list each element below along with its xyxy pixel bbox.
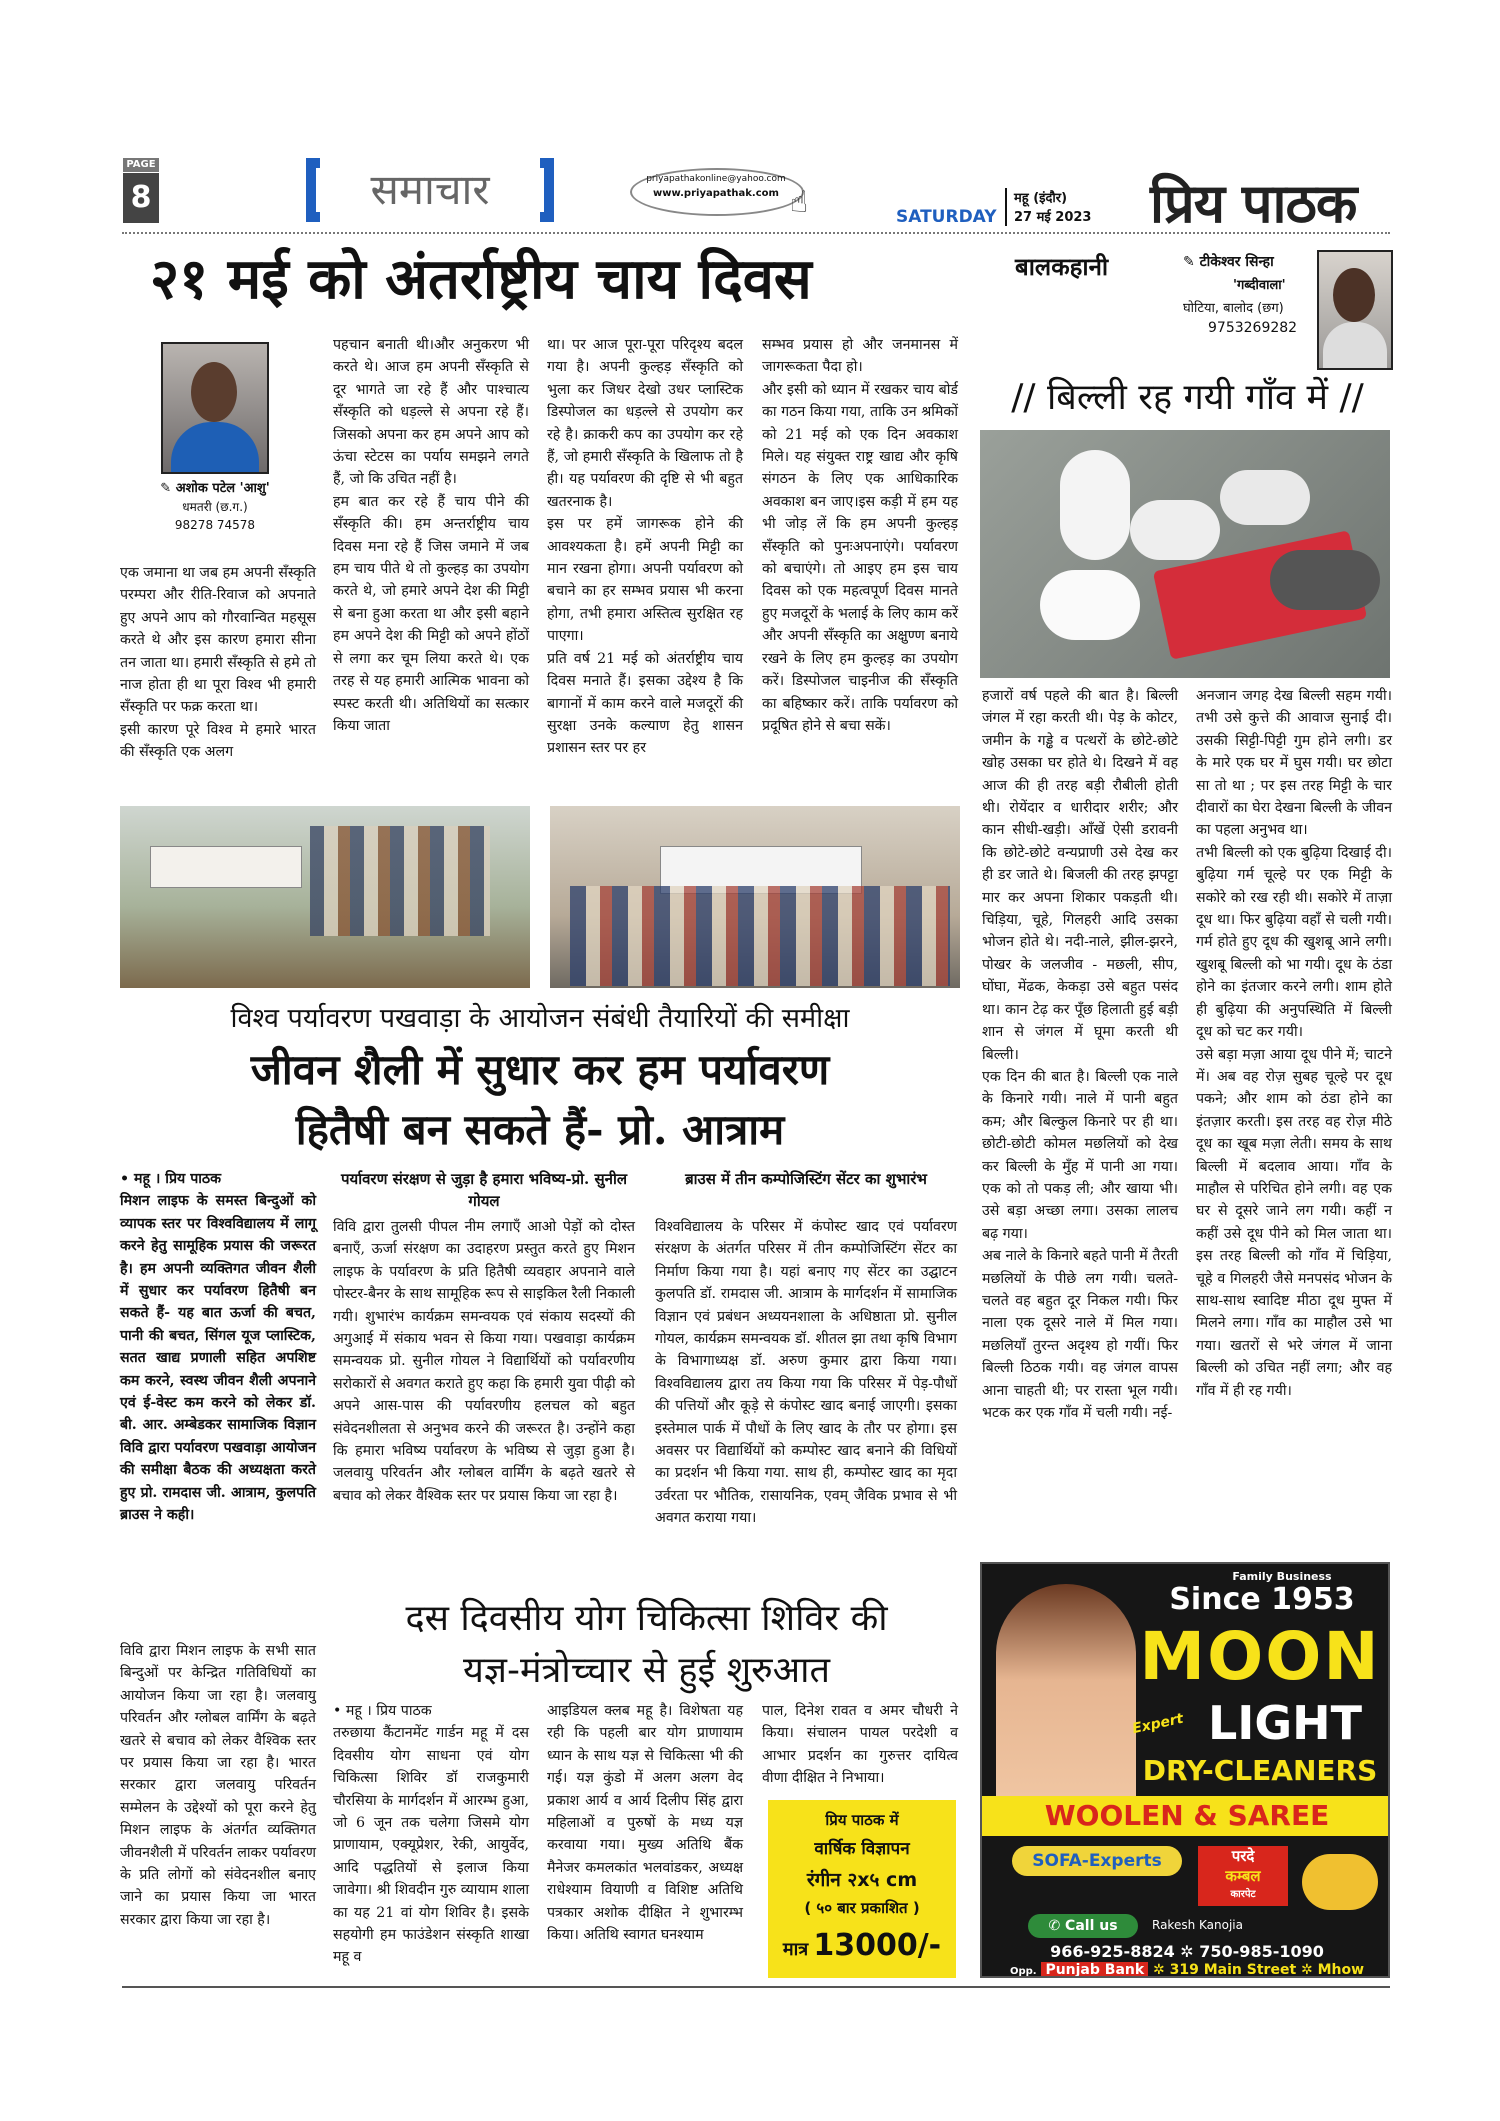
scooter-icon	[1302, 1854, 1378, 1910]
place-label: महू (इंदौर)	[1014, 191, 1068, 206]
ad-rates-prefix: मात्र	[782, 1939, 809, 1960]
ad-parde-badge	[1198, 1846, 1288, 1906]
ad-rates-price: 13000/-	[813, 1928, 942, 1963]
website-text[interactable]: www.priyapathak.com	[653, 188, 779, 199]
yoga-col-1: • महू । प्रिय पाठक तरुछाया कैंटानमेंट गार्डन महू में दस दिवसीय योग साधना एवं योग चिकित्सा शिविर डॉ राजकुमारी चौरसिया के मार्गदर्शन में आरम्भ हुआ, जो 6 जून तक चलेगा जिसमे योग प्राणायाम, एक्यूप्रेशर, रेकी, आयुर्वेद, आदि पद्धतियों से इलाज किया जावेगा। श्री शिवदीन गुरु व्यायाम शाला का यह 21 वां योग शिविर है। इसके सहयोगी हम फाउंडेशन संस्कृति शाखा महू व	[333, 1703, 529, 1966]
page-label: PAGE	[123, 158, 159, 172]
tea-col-4: सम्भव प्रयास हो और जनमानस में जागरूकता पैदा हो। और इसी को ध्यान में रखकर चाय बोर्ड का गठन किया गया, ताकि उन श्रमिकों को 21 मई को एक दिन अवकाश मिले। यह संयुक्त राष्ट्र खाद्य और कृषि संगठन के लिए एक आधिकारिक अवकाश बन जाए।इस कड़ी में हम यह भी जोड़ लें कि हम अपनी कुल्हड़ सँस्कृति को पुनःअपनाएंगे। पर्यावरण को बचाएंगे। तो आइए हम इस चाय दिवस को एक महत्वपूर्ण दिवस मानते हुए मजदूरों के भलाई के लिए काम करें और अपनी सँस्कृति का अक्षुण्ण बनाये रखने के लिए हम कुल्हड़ का उपयोग करें। डिस्पोजल चाइनीज की सँस्कृति का बहिष्कार करें। ताकि पर्यावरण को प्रदूषित होने से बचा सकें।	[762, 337, 958, 734]
day-label: SATURDAY	[896, 207, 997, 227]
cats-photo	[980, 430, 1390, 678]
section-bracket-left	[306, 158, 320, 222]
story-author-name: ✎ टीकेश्वर सिन्हा	[1183, 254, 1274, 270]
ad-rates-line2: वार्षिक विज्ञापन	[814, 1839, 910, 1859]
ad-rates-line3: रंगीन २x५ cm	[806, 1869, 918, 1891]
ad-phones-label: 966-925-8824 ✲ 750-985-1090	[1050, 1942, 1324, 1961]
ad-rates-box	[768, 1800, 956, 1978]
env-headline-2: हितैषी बन सकते हैं- प्रो. आत्राम	[295, 1105, 785, 1154]
story-author-pen: 'गब्दीवाला'	[1233, 278, 1286, 293]
yoga-headline-2: यज्ञ-मंत्रोच्चार से हुई शुरुआत	[463, 1650, 830, 1691]
ad-call-button[interactable]	[1028, 1914, 1138, 1938]
page-number: 8	[123, 173, 159, 223]
pointer-hand-icon: ☝	[790, 185, 809, 220]
section-title: समाचार	[370, 165, 490, 214]
date-label: 27 मई 2023	[1014, 210, 1092, 225]
ad-kambal-label: कम्बल	[1225, 1867, 1261, 1885]
author-photo-ashok	[161, 342, 269, 474]
phone-icon: ✆	[1048, 1918, 1066, 1934]
story-col-2: अनजान जगह देख बिल्ली सहम गयी। तभी उसे कुत्ते की आवाज सुनाई दी। उसकी सिट्टी-पिट्टी गुम होने लगी। डर के मारे एक घर में घुस गयी। घर छोटा सा तो था ; पर इस तरह मिट्टी के चार दीवारों का घेरा देखना बिल्ली के जीवन का पहला अनुभव था। तभी बिल्ली को एक बुढ़िया दिखाई दी। बुढ़िया गर्म चूल्हे पर एक मिट्टी के सकोरे को रख रही थी। सकोरे में ताज़ा दूध था। फिर बुढ़िया वहाँ से चली गयी। गर्म होते हुए दूध की खुशबू आने लगी। खुशबू बिल्ली को भा गयी। दूध के ठंडा होने का इंतजार करने लगी। शाम होते ही बुढ़िया की अनुपस्थिति में बिल्ली दूध को चट कर गयी। उसे बड़ा मज़ा आया दूध पीने में; चाटने में। अब वह रोज़ सुबह चूल्हे पर दूध पकने; और शाम को ठंडा होने का इंतज़ार करती। इस तरह वह रोज़ मीठे दूध का खूब मज़ा लेती। समय के साथ बिल्ली में बदलाव आया। गाँव के माहौल से परिचित होने लगी। वह एक घर से दूसरे जाने लग गयी। कहीं न कहीं उसे दूध पीने को मिल जाता था। इस तरह बिल्ली को गाँव में चिड़िया, चूहे व गिलहरी जैसे मनपसंद भोजन के साथ-साथ स्वादिष्ट मीठा दूध मुफ्त में मिलने लगा। गाँव का माहौल उसे भा गया। खतरों से भरे जंगल में जाना बिल्ली को उचित नहीं लगा; और वह गाँव में ही रह गयी।	[1196, 688, 1392, 1399]
ad-sofa-badge: SOFA-Experts	[1012, 1846, 1182, 1876]
ad-rates-line4: ( ५० बार प्रकाशित )	[804, 1899, 920, 1917]
author-place-ashok: धमतरी (छ.ग.)	[182, 500, 248, 514]
ad-person-label: Rakesh Kanojia	[1152, 1918, 1243, 1932]
env-sub2-title: ब्राउस में तीन कम्पोजिस्टिंग सेंटर का शुभारंभ	[685, 1170, 927, 1188]
ad-family-label: Family Business	[1232, 1570, 1332, 1583]
ad-since-label: Since 1953	[1169, 1582, 1355, 1617]
story-col-1: हजारों वर्ष पहले की बात है। बिल्ली जंगल में रहा करती थी। पेड़ के कोटर, जमीन के गड्ढे व पत्थरों के छोटे-छोटे खोह उसका घर होते थे। दिखने में वह आज की ही तरह बड़ी रौबीली होती थी। रोयेंदार व धारीदार शरीर; और कान सीधी-खड़ी। आँखें ऐसी डरावनी कि छोटे-छोटे वन्यप्राणी उसे देख कर ही डर जाते थे। बिजली की तरह झपट्टा मार कर अपना शिकार पकड़ती थी। चिड़िया, चूहे, गिलहरी आदि उसका भोजन होते थे। नदी-नाले, झील-झरने, पोखर के जलजीव - मछली, सीप, घोंघा, मेंढक, केकड़ा उसे बहुत पसंद था। कान टेढ़ कर पूँछ हिलाती हुई बड़ी शान से जंगल में घूमा करती थी बिल्ली। एक दिन की बात है। बिल्ली एक नाले के किनारे गयी। नाले में पानी बहुत कम; और बिल्कुल किनारे पर ही था। छोटी-छोटी कोमल मछलियों को देख कर बिल्ली के मुँह में पानी आ गया। एक को तो पकड़ ली; और खाया भी। उसे बड़ा अच्छा लगा। उसका लालच बढ़ गया। अब नाले के किनारे बहते पानी में तैरती मछलियों के पीछे लग गयी। चलते-चलते वह बहुत दूर निकल गयी। फिर नाला एक दूसरे नाले में मिल गया। मछलियाँ तुरन्त अदृश्य हो गयीं। फिर बिल्ली ठिठक गयी। वह जंगल वापस आना चाहती थी; पर रास्ता भूल गयी। भटक कर एक गाँव में चली गयी। नई-	[982, 688, 1178, 1421]
story-author-phone: 9753269282	[1208, 320, 1298, 336]
bottom-rule	[122, 1986, 1390, 1988]
masthead-rule	[122, 232, 1390, 234]
ad-rates-price-row	[768, 1928, 956, 1963]
story-section-label: बालकहानी	[1015, 253, 1109, 281]
email-text[interactable]: priyapathakonline@yahoo.com	[646, 174, 786, 184]
story-title: // बिल्ली रह गयी गाँव में //	[1011, 377, 1364, 418]
ad-carpet-label: कारपेट	[1230, 1889, 1256, 1900]
author-photo-tikeshwar	[1317, 250, 1393, 370]
author-name-ashok: ✎ अशोक पटेल 'आशु'	[160, 481, 270, 496]
ad-call-label: Call us	[1065, 1918, 1118, 1934]
ad-expert-label: Expert	[1130, 1710, 1185, 1738]
section-bracket-right	[540, 158, 554, 222]
env-headline-1: जीवन शैली में सुधार कर हम पर्यावरण	[250, 1045, 830, 1094]
ad-woolen-banner	[982, 1796, 1390, 1836]
author-phone-ashok: 98278 74578	[174, 518, 256, 532]
moonlight-ad[interactable]	[980, 1562, 1390, 1978]
env-lead-rest: विवि द्वारा मिशन लाइफ के सभी सात बिन्दुओं पर केन्द्रित गतिविधियों का आयोजन किया जा रहा है। जलवायु परिवर्तन और ग्लोबल वार्मिंग के बढ़ते खतरे से बचाव को लेकर वैश्विक स्तर पर प्रयास किया जा रहा है। भारत सरकार द्वारा जलवायु परिवर्तन सम्मेलन के उद्देश्यों को पूरा करने हेतु मिशन लाइफ के अंतर्गत व्यक्तिगत जीवनशैली में परिवर्तन लाकर पर्यावरण के प्रति लोगों को संवेदनशील बनाए जाने का प्रयास किया जा भारत सरकार द्वारा किया जा रहा है।	[120, 1643, 316, 1928]
model-figure	[996, 1584, 1136, 1824]
env-sub1-body: विवि द्वारा तुलसी पीपल नीम लगाएँ आओ पेड़ों को दोस्त बनाएँ, ऊर्जा संरक्षण का उदाहरण प्रस्तुत करते हुए मिशन लाइफ के पर्यावरण के प्रति हितैषी व्यवहार अपनाने वाले पोस्टर-बैनर के साथ सामूहिक रूप से साइकिल रैली निकाली गयी। शुभारंभ कार्यक्रम समन्वयक एवं संकाय सदस्यों की अगुआई में संकाय भवन से किया गया। पखवाड़ा कार्यक्रम समन्वयक प्रो. सुनील गोयल ने विद्यार्थियों को पर्यावरणीय सरोकारों से अवगत कराते हुए कहा कि हमारी युवा पीढ़ी को अपने आस-पास की पर्यावरणीय हलचल को बहुत संवेदनशीलता से अनुभव करने की जरूरत है। उन्होंने कहा कि हमारा भविष्य पर्यावरण के भविष्य से जुड़ा हुआ है। जलवायु परिवर्तन और ग्लोबल वार्मिंग के बढ़ते खतरे से बचाव को लेकर वैश्विक स्तर पर प्रयास किया जा रहा है।	[333, 1219, 635, 1504]
tea-headline: २१ मई को अंतर्राष्ट्रीय चाय दिवस	[150, 246, 812, 312]
ad-woolen-label: WOOLEN & SAREE	[1044, 1799, 1330, 1832]
ad-bank-label: Punjab Bank	[1041, 1962, 1148, 1978]
tea-col-2: पहचान बनाती थी।और अनुकरण भी करते थे। आज हम अपनी सँस्कृति से दूर भागते जा रहे हैं और पाश्चात्य सँस्कृति को धड़ल्ले से अपना रहे हैं। जिसको अपना कर हम अपने आप को ऊंचा स्टेटस का पर्याय समझने लगते हैं, जो कि उचित नहीं है। हम बात कर रहे हैं चाय पीने की सँस्कृति की। हम अन्तर्राष्ट्रीय चाय दिवस मना रहे हैं जिस जमाने में जब हम चाय पीते थे तो कुल्हड़ का उपयोग करते थे, जो हमारे अपने देश की मिट्टी से बना हुआ करता था और इसी बहाने हम अपने देश की मिट्टी को अपने होंठों से लगा कर चूम लिया करते थे। एक तरह से यह हमारी आत्मिक भावना को स्पस्ट करती थी। अतिथियों का सत्कार किया जाता	[333, 337, 529, 734]
tea-col-1: एक जमाना था जब हम अपनी सँस्कृति परम्परा और रीति-रिवाज को अपनाते हुए अपने आप को गौरवान्वित महसूस करते थे और इस कारण हमारा सीना तन जाता था। हमारी सँस्कृति से हमे तो नाज होता ही था पूरा विश्व भी हमारी सँस्कृति पर फक्र करता था। इसी कारण पूरे विश्व मे हमारे भारत की सँस्कृति एक अलग	[120, 565, 316, 761]
yoga-col-2: आइडियल क्लब महू है। विशेषता यह रही कि पहली बार योग प्राणायाम ध्यान के साथ यज्ञ से चिकित्सा भी की गई। यज्ञ कुंडो में अलग अलग वेद प्रकाश आर्य व आर्य दिलीप सिंह द्वारा महिलाओं व पुरुषों के मध्य यज्ञ करवाया गया। मुख्य अतिथि बैंक मैनेजर कमलकांत भलवांडकर, अध्यक्ष राधेश्याम वियाणी व विशिष्ट अतिथि पत्रकार अशोक दीक्षित ने शुभारम्भ किया। अतिथि स्वागत घनश्याम	[547, 1703, 743, 1944]
ad-address-bar	[982, 1960, 1390, 1978]
tea-col-3: था। पर आज पूरा-पूरा परिदृश्य बदल गया है। अपनी कुल्हड़ सँस्कृति को भुला कर जिधर देखो उधर प्लास्टिक डिस्पोजल का धड़ल्ले से उपयोग कर रहे है। क्राकरी कप का उपयोग कर रहे हैं, जो हमारी सँस्कृति के खिलाफ तो है ही। यह पर्यावरण की दृष्टि से भी बहुत खतरनाक है। इस पर हमें जागरूक होने की आवश्यकता है। हमें अपनी मिट्टी का मान रखना होगा। अपनी पर्यावरण को बचाने का हर सम्भव प्रयास भी करना होगा, तभी हमारा अस्तित्व सुरक्षित रह पाएगा। प्रति वर्ष 21 मई को अंतर्राष्ट्रीय चाय दिवस मनाते हैं। इसका उद्देश्य है कि बागानों में काम करने वाले मजदूरों की सुरक्षा उनके कल्याण हेतु शासन प्रशासन स्तर पर हर	[547, 337, 743, 757]
ad-parde-label: परदे	[1231, 1847, 1255, 1865]
date-divider	[1005, 188, 1007, 226]
env-sub1-title: पर्यावरण संरक्षण से जुड़ा है हमारा भविष्य-प्रो. सुनील गोयल	[340, 1170, 628, 1210]
paper-name-logo: प्रिय पाठक	[1150, 172, 1357, 235]
story-author-place: घोटिया, बालोद (छग)	[1183, 301, 1284, 316]
yoga-col-3: पाल, दिनेश रावत व अमर चौधरी ने किया। संचालन पायल परदेशी व आभार प्रदर्शन का गुरुत्तर दायित्व वीणा दीक्षित ने निभाया।	[762, 1703, 958, 1787]
tree-planting-photo	[120, 806, 530, 988]
ad-moon-label: MOON	[1139, 1618, 1381, 1695]
rally-photo	[550, 806, 960, 988]
env-sub2-body: विश्वविद्यालय के परिसर में कंपोस्ट खाद एवं पर्यावरण संरक्षण के अंतर्गत परिसर में तीन कम्पोजिस्टिंग सेंटर का निर्माण किया गया है। यहां बनाए गए सेंटर का उद्घाटन कुलपति डॉ. रामदास जी. आत्राम के मार्गदर्शन में सामाजिक विज्ञान एवं प्रबंधन अध्ययनशाला के अधिष्ठाता प्रो. सुनील गोयल, कार्यक्रम समन्वयक डॉ. शीतल झा तथा कृषि विभाग के विभागाध्यक्ष डॉ. अरुण कुमार द्वारा किया गया। विश्वविद्यालय द्वारा तय किया गया कि परिसर में पेड़-पौधों की पत्तियों और कूड़े से कंपोस्ट खाद बनाई जाएगी। इसका इस्तेमाल पार्क में पौधों के लिए खाद के तौर पर होगा। इस अवसर पर विद्यार्थियों को कम्पोस्ट खाद बनाने की विधियों का प्रदर्शन भी किया गया. साथ ही, कम्पोस्ट खाद का मृदा उर्वरता पर भौतिक, रासायनिक, एवम् जैविक प्रभाव से भी अवगत कराया गया।	[655, 1219, 957, 1527]
ad-opp-label: Opp.	[1009, 1966, 1037, 1977]
ad-light-label: LIGHT	[1207, 1696, 1363, 1750]
ad-dry-label: DRY-CLEANERS	[1142, 1754, 1378, 1787]
env-kicker: विश्व पर्यावरण पखवाड़ा के आयोजन संबंधी तैयारियों की समीक्षा	[230, 1003, 850, 1034]
yoga-headline-1: दस दिवसीय योग चिकित्सा शिविर की	[405, 1598, 888, 1639]
ad-rates-line1: प्रिय पाठक में	[825, 1811, 899, 1829]
ad-address-label: ✲ 319 Main Street ✲ Mhow	[1153, 1962, 1365, 1978]
env-lead-bold: • महू । प्रिय पाठक मिशन लाइफ के समस्त बिन्दुओं को व्यापक स्तर पर विश्वविद्यालय में लागू करने हेतु सामूहिक प्रयास की जरूरत है। हम अपनी व्यक्तिगत जीवन शैली में सुधार कर पर्यावरण हितैषी बन सकते हैं- यह बात ऊर्जा की बचत, पानी की बचत, सिंगल यूज प्लास्टिक, सतत खाद्य प्रणाली सहित अपशिष्ट कम करने, स्वस्थ जीवन शैली अपनाने एवं ई-वेस्ट कम करने को लेकर डॉ. बी. आर. अम्बेडकर सामाजिक विज्ञान विवि द्वारा पर्यावरण पखवाड़ा आयोजन की समीक्षा बैठक की अध्यक्षता करते हुए प्रो. रामदास जी. आत्राम, कुलपति ब्राउस ने कही।	[120, 1171, 316, 1524]
